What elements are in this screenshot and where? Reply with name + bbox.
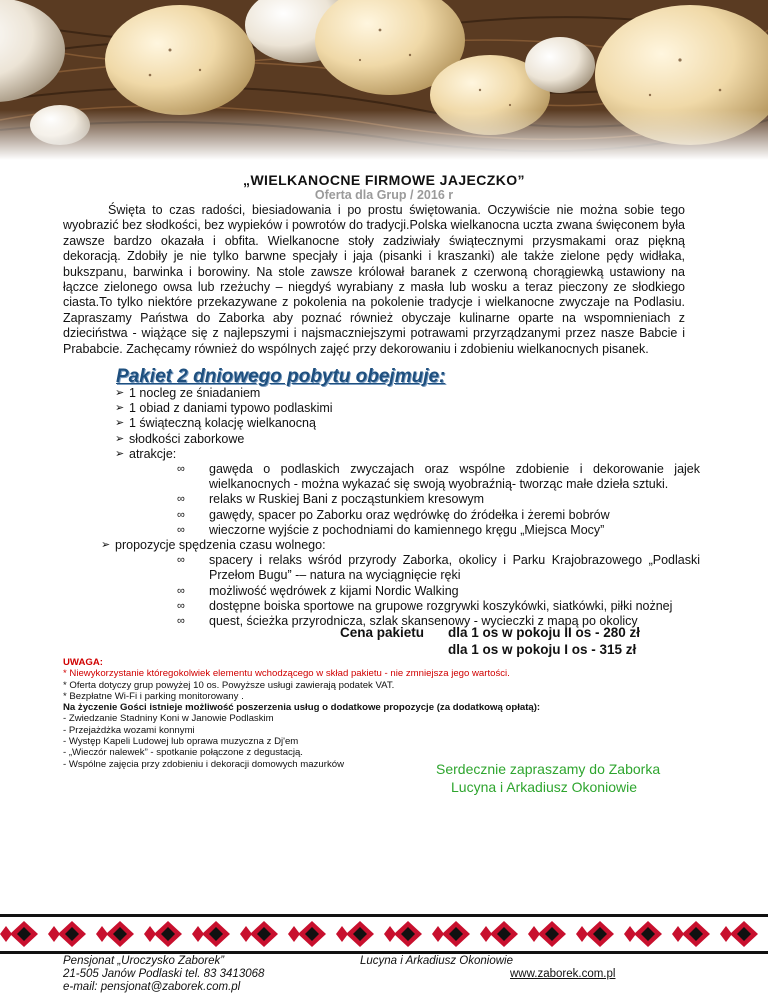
sub-list-item: ∞ możliwość wędrówek z kijami Nordic Walking bbox=[177, 583, 459, 598]
notes-section bbox=[63, 657, 703, 770]
warning-title: UWAGA: bbox=[63, 657, 103, 668]
footer-email[interactable]: e-mail: pensjonat@zaborek.com.pl bbox=[63, 981, 241, 993]
price-row-double: dla 1 os w pokoju II os - 280 zł bbox=[448, 625, 641, 640]
footer-contact bbox=[63, 955, 264, 994]
arrow-bullet-icon: ➢ bbox=[115, 447, 125, 460]
sub-list-item: ∞ wieczorne wyjście z pochodniami do kamiennego kręgu „Miejsca Mocy” bbox=[177, 522, 605, 537]
sub-list-item: ∞ gawęda o podlaskich zwyczajach oraz wspólne zdobienie i dekorowanie jajek wielkanocnych - można wykazać się swoją wyobraźnią- tworząc małe dzieła sztuki. bbox=[177, 462, 700, 492]
package-list bbox=[101, 386, 700, 629]
footer-address: 21-505 Janów Podlaski tel. 83 3413068 bbox=[63, 968, 265, 980]
greeting bbox=[418, 760, 718, 796]
intro-text: Święta to czas radości, biesiadowania i po prostu świętowania. Oczywiście nie można sobie tego wyobrazić bez słodkości, bez wypieków i powrotów do tradycji.Polska wielkanocna uczta zwana święconem była zawsze bardzo okazała i obfita. Wielkanocne stoły zadziwiały świątecznymi przysmakami oraz piękną dekoracją. Zdobiły je nie tylko barwne specjały i jaja (pisanki i kraszanki) ale także zielone pędy widłaka, bukszpanu, barwinka i borowiny. Na stole zawsze królował baranek z czerwoną chorągiewką ustawiony na łączce zielonego owsa lub rzeżuchy – niegdyś wyrabiany z masła lub wosku a teraz pieczony ze słodkiego ciasta.To tylko niektóre przekazywane z pokolenia na pokolenie tradycje i wielkanocne zwyczaje na Podlasiu. Zapraszamy Państwa do Zaborka aby poznać również obyczaje kulinarne oparte na wspomnieniach z dzieciństwa - wiążące się z najlepszymi i najsmaczniejszymi potrawami przyrządzanymi przez nasze Babcie i Prababcie. Zachęcamy również do wspólnych zajęć przy dekorowaniu i zdobieniu wielkanocnych pisanek. bbox=[63, 203, 685, 356]
note-line: * Oferta dotyczy grup powyżej 10 os. Powyższe usługi zawierają podatek VAT. bbox=[63, 679, 395, 691]
extra-item: - Wspólne zajęcia przy zdobieniu i dekoracji domowych mazurków bbox=[63, 758, 345, 770]
infinity-bullet-icon: ∞ bbox=[177, 463, 185, 476]
footer-owners: Lucyna i Arkadiusz Okoniowie bbox=[360, 955, 513, 967]
infinity-bullet-icon: ∞ bbox=[177, 493, 185, 506]
greeting-line: Serdecznie zapraszamy do Zaborka bbox=[436, 761, 661, 777]
list-item: ➢ 1 obiad z daniami typowo podlaskimi bbox=[115, 401, 333, 416]
list-item: ➢ 1 świąteczną kolację wielkanocną bbox=[115, 416, 316, 431]
intro-paragraph bbox=[63, 203, 685, 357]
arrow-bullet-icon: ➢ bbox=[115, 417, 125, 430]
footer-name: Pensjonat „Uroczysko Zaborek” bbox=[63, 955, 225, 967]
infinity-bullet-icon: ∞ bbox=[177, 508, 185, 521]
price-label: Cena pakietu bbox=[340, 625, 425, 640]
arrow-bullet-icon: ➢ bbox=[101, 539, 111, 552]
infinity-bullet-icon: ∞ bbox=[177, 584, 185, 597]
footer-website-link[interactable]: www.zaborek.com.pl bbox=[510, 968, 616, 980]
arrow-bullet-icon: ➢ bbox=[115, 432, 125, 445]
extra-item: - „Wieczór nalewek” - spotkanie połączone z degustacją. bbox=[63, 747, 303, 759]
sub-list-item: ∞ gawędy, spacer po Zaborku oraz wędrówkę do źródełka i żeremi bobrów bbox=[177, 507, 610, 522]
warning-line: * Niewykorzystanie któregokolwiek elementu wchodzącego w skład pakietu - nie zmniejsza jego wartości. bbox=[63, 668, 510, 680]
price-row-single: dla 1 os w pokoju I os - 315 zł bbox=[448, 642, 637, 657]
list-item: ➢ atrakcje: bbox=[115, 446, 177, 461]
document-title: „WIELKANOCNE FIRMOWE JAJECZKO” bbox=[243, 172, 525, 188]
extra-item: - Przejażdżka wozami konnymi bbox=[63, 724, 195, 736]
extra-item: - Zwiedzanie Stadniny Koni w Janowie Podlaskim bbox=[63, 713, 274, 725]
arrow-bullet-icon: ➢ bbox=[115, 402, 125, 415]
infinity-bullet-icon: ∞ bbox=[177, 615, 185, 628]
easter-eggs-nest-image bbox=[0, 0, 768, 160]
infinity-bullet-icon: ∞ bbox=[177, 599, 185, 612]
sub-list-item: ∞ dostępne boiska sportowe na grupowe rozgrywki koszykówki, siatkówki, piłki nożnej bbox=[177, 598, 673, 613]
infinity-bullet-icon: ∞ bbox=[177, 554, 185, 567]
arrow-bullet-icon: ➢ bbox=[115, 387, 125, 399]
list-item: ➢ propozycje spędzenia czasu wolnego: bbox=[101, 538, 326, 553]
document-subtitle: Oferta dla Grup / 2016 r bbox=[314, 188, 454, 202]
package-heading: Pakiet 2 dniowego pobytu obejmuje: bbox=[116, 366, 446, 387]
extra-item: - Występ Kapeli Ludowej lub oprawa muzyczna z Dj'em bbox=[63, 736, 299, 748]
note-line: * Bezpłatne Wi-Fi i parking monitorowany . bbox=[63, 690, 244, 702]
list-item: ➢ słodkości zaborkowe bbox=[115, 431, 245, 446]
sub-list-item: ∞ relaks w Ruskiej Bani z począstunkiem kresowym bbox=[177, 492, 485, 507]
sub-list-item: ∞ spacery i relaks wśród przyrody Zaborka, okolicy i Parku Krajobrazowego „Podlaski Przełom Bugu” -– natura na wyciągnięcie ręki bbox=[177, 553, 700, 583]
list-item: ➢ 1 nocleg ze śniadaniem bbox=[115, 386, 261, 400]
extras-title: Na życzenie Gości istnieje możliwość poszerzenia usług o dodatkowe propozycje (za dodatkową opłatą): bbox=[63, 702, 541, 714]
sub-list-item: ∞ quest, ścieżka przyrodnicza, szlak skansenowy - wycieczki z mapą po okolicy bbox=[177, 614, 638, 629]
infinity-bullet-icon: ∞ bbox=[177, 523, 185, 536]
folk-pattern-border bbox=[0, 912, 768, 956]
greeting-signature: Lucyna i Arkadiusz Okoniowie bbox=[451, 779, 637, 795]
